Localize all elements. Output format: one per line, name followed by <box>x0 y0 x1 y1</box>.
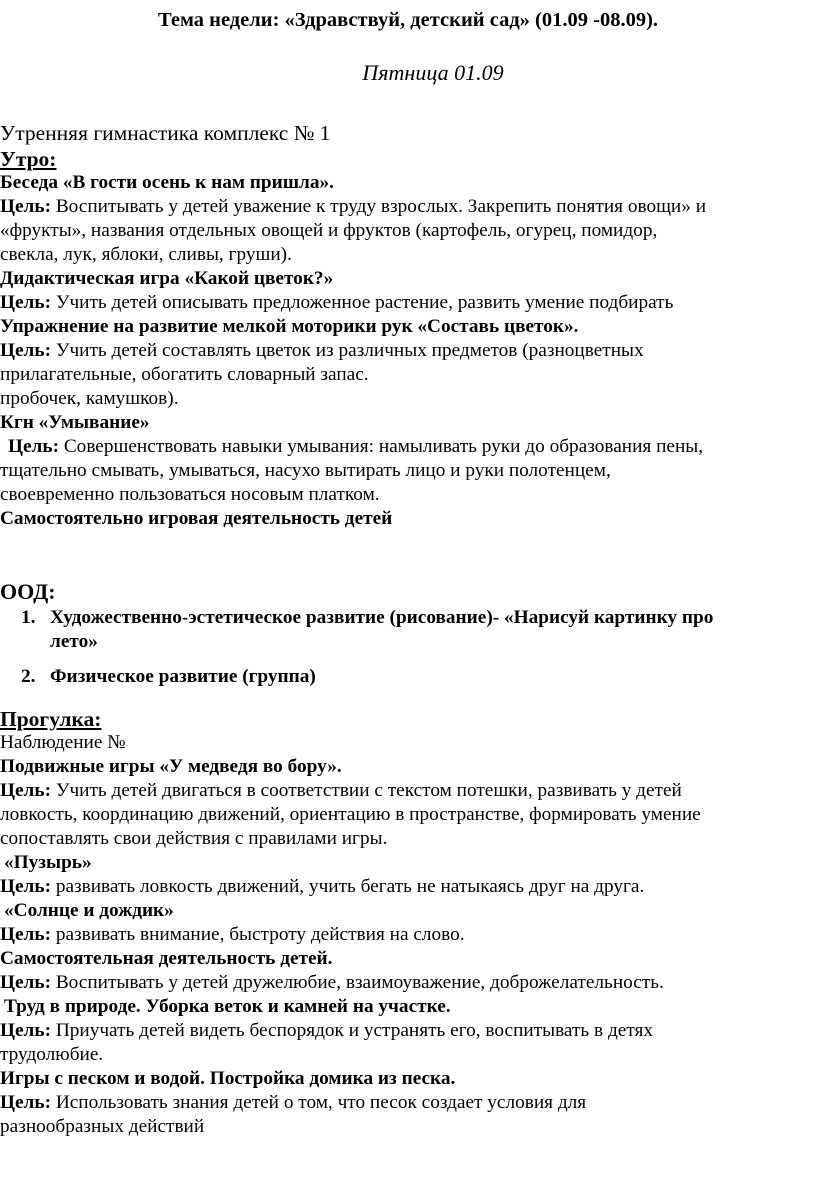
games-goal-line-3: сопоставлять свои действия с правилами игры. <box>0 828 388 849</box>
talk-goal-line-3: свекла, лук, яблоки, сливы, груши). <box>0 244 292 265</box>
sun-title: «Солнце и дождик» <box>4 900 174 921</box>
sun-goal-text: развивать внимание, быстроту действия на слово. <box>51 924 465 945</box>
talk-title: Беседа «В гости осень к нам пришла». <box>0 172 334 193</box>
talk-goal-text: Воспитывать у детей уважение к труду взрослых. Закрепить понятия овощи» и <box>51 196 707 217</box>
exercise-goal-line-3: пробочек, камушков). <box>0 388 179 409</box>
exercise-title: Упражнение на развитие мелкой моторики рук «Составь цветок». <box>0 316 579 337</box>
sun-goal <box>0 923 812 947</box>
game-title: Дидактическая игра «Какой цветок?» <box>0 268 334 289</box>
talk-goal <box>0 195 812 219</box>
walk-heading: Прогулка: <box>0 707 102 731</box>
labor-goal-line-2: трудолюбие. <box>0 1044 104 1065</box>
games-goal <box>0 779 812 803</box>
list-number: 2. <box>21 666 36 687</box>
kgn-goal <box>0 435 812 459</box>
bubble-goal <box>0 875 812 899</box>
kgn-title: Кгн «Умывание» <box>0 412 150 433</box>
ood-item-line-1: Физическое развитие (группа) <box>50 666 316 687</box>
goal-label: Цель: <box>0 780 51 801</box>
exercise-goal <box>0 339 812 363</box>
sand-title: Игры с песком и водой. Постройка домика из песка. <box>0 1068 456 1089</box>
ood-item-line-2: лето» <box>50 631 98 652</box>
ood-section <box>0 578 812 689</box>
sand-goal-line-2: разнообразных действий <box>0 1116 205 1137</box>
independent-play: Самостоятельно игровая деятельность детей <box>0 508 393 529</box>
goal-label: Цель: <box>0 196 51 217</box>
labor-goal-text: Приучать детей видеть беспорядок и устранять его, воспитывать в детях <box>51 1020 654 1041</box>
list-item <box>0 606 812 654</box>
kgn-goal-text: Совершенствовать навыки умывания: намыливать руки до образования пены, <box>59 436 704 457</box>
labor-title: Труд в природе. Уборка веток и камней на участке. <box>4 996 451 1017</box>
morning-heading: Утро: <box>0 147 57 171</box>
goal-label: Цель: <box>0 340 51 361</box>
games-title: Подвижные игры «У медведя во бору». <box>0 756 342 777</box>
goal-label: Цель: <box>0 924 51 945</box>
games-goal-text: Учить детей двигаться в соответствии с текстом потешки, развивать у детей <box>51 780 682 801</box>
goal-label: Цель: <box>0 1092 51 1113</box>
goal-label: Цель: <box>0 1020 51 1041</box>
morning-section <box>0 119 812 531</box>
kgn-goal-line-3: своевременно пользоваться носовым платком. <box>0 484 380 505</box>
independent-title: Самостоятельная деятельность детей. <box>0 948 333 969</box>
goal-label: Цель: <box>8 436 59 457</box>
ood-list <box>0 606 812 689</box>
ood-item-line-1: Художественно-эстетическое развитие (рисование)- «Нарисуй картинку про <box>50 607 714 628</box>
goal-label: Цель: <box>0 876 51 897</box>
independent-goal-text: Воспитывать у детей дружелюбие, взаимоуважение, доброжелательность. <box>51 972 664 993</box>
observation-line: Наблюдение № <box>0 732 126 753</box>
walk-section <box>0 707 812 1139</box>
gymnastics-line: Утренняя гимнастика комплекс № 1 <box>0 121 331 145</box>
talk-goal-line-2: «фрукты», названия отдельных овощей и фруктов (картофель, огурец, помидор, <box>0 220 658 241</box>
goal-label: Цель: <box>0 972 51 993</box>
exercise-goal-text: Учить детей составлять цветок из различных предметов (разноцветных <box>51 340 644 361</box>
bubble-title: «Пузырь» <box>4 852 92 873</box>
sand-goal-text: Использовать знания детей о том, что песок создает условия для <box>51 1092 587 1113</box>
games-goal-line-2: ловкость, координацию движений, ориентацию в пространстве, формировать умение <box>0 804 701 825</box>
exercise-goal-line-2: прилагательные, обогатить словарный запас. <box>0 364 369 385</box>
sand-goal <box>0 1091 812 1115</box>
kgn-goal-line-2: тщательно смывать, умываться, насухо вытирать лицо и руки полотенцем, <box>0 460 611 481</box>
independent-goal <box>0 971 812 995</box>
bubble-goal-text: развивать ловкость движений, учить бегать не натыкаясь друг на друга. <box>51 876 645 897</box>
page-title: Тема недели: «Здравствуй, детский сад» (01.09 -08.09). <box>157 9 659 31</box>
game-goal <box>0 291 812 315</box>
goal-label: Цель: <box>0 292 51 313</box>
list-number: 1. <box>21 607 36 628</box>
ood-heading: ООД: <box>0 579 56 604</box>
labor-goal <box>0 1019 812 1043</box>
day-subtitle: Пятница 01.09 <box>362 60 504 85</box>
game-goal-text: Учить детей описывать предложенное растение, развить умение подбирать <box>51 292 674 313</box>
list-item <box>0 665 812 689</box>
